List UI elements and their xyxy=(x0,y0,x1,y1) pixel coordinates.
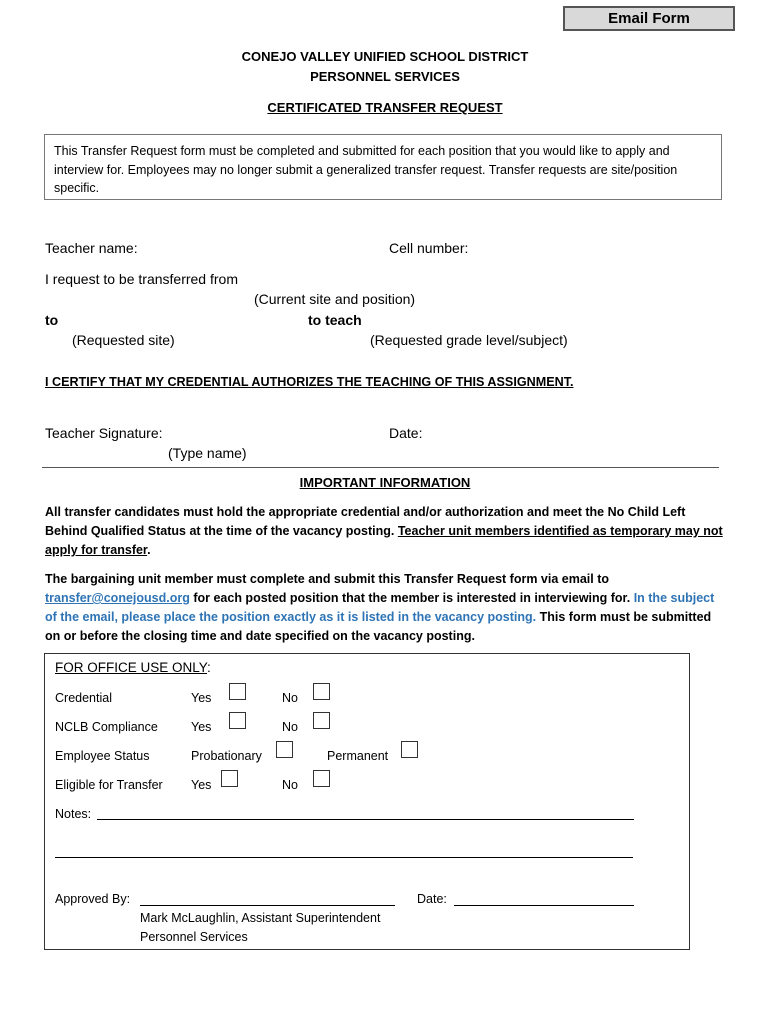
credential-yes-checkbox[interactable] xyxy=(229,683,246,700)
cell-number-label: Cell number: xyxy=(389,240,469,256)
important-heading: IMPORTANT INFORMATION xyxy=(299,475,471,490)
date-field[interactable] xyxy=(428,421,722,441)
date-label: Date: xyxy=(389,425,423,441)
paragraph-2-text: The bargaining unit member must complete and submit this Transfer Request form via email to xyxy=(45,572,609,586)
notes-line-1[interactable] xyxy=(97,819,634,820)
email-form-button[interactable]: Email Form xyxy=(563,6,735,31)
office-heading-text: FOR OFFICE USE ONLY xyxy=(55,660,208,675)
eligible-no-checkbox[interactable] xyxy=(313,770,330,787)
eligible-yes-label: Yes xyxy=(191,778,212,792)
approval-date-line[interactable] xyxy=(454,905,634,906)
approved-by-label: Approved By: xyxy=(55,892,131,906)
nclb-yes-checkbox[interactable] xyxy=(229,712,246,729)
to-teach-label: to teach xyxy=(308,312,362,328)
teacher-signature-label: Teacher Signature: xyxy=(45,425,163,441)
probationary-label: Probationary xyxy=(191,749,262,763)
notice-text: This Transfer Request form must be completed and submitted for each position that you would like to apply and interview for. Employees may no longer submit a generalized transfer request. Transfer requests are site/position specific. xyxy=(54,144,678,195)
to-label: to xyxy=(45,312,59,328)
credential-no-label: No xyxy=(282,691,298,705)
notes-label: Notes: xyxy=(55,807,92,821)
teacher-name-field[interactable] xyxy=(140,236,375,256)
paragraph-2-middle: for each posted position that the member is interested in interviewing for. xyxy=(189,591,634,605)
approval-date-label: Date: xyxy=(417,892,447,906)
approved-by-line[interactable] xyxy=(140,905,395,906)
transfer-from-label: I request to be transferred from xyxy=(45,271,238,287)
paragraph-1-text: All transfer candidates must hold the appropriate credential and/or authorization and meet the No Child Left Behind Qualified Status at the time of the vacancy posting. xyxy=(45,505,686,538)
nclb-no-checkbox[interactable] xyxy=(313,712,330,729)
credential-yes-label: Yes xyxy=(191,691,212,705)
district-name: CONEJO VALLEY UNIFIED SCHOOL DISTRICT xyxy=(241,49,529,64)
teacher-name-label: Teacher name: xyxy=(45,240,138,256)
eligible-label: Eligible for Transfer xyxy=(55,778,163,792)
current-site-hint: (Current site and position) xyxy=(254,291,416,307)
eligible-yes-checkbox[interactable] xyxy=(221,770,238,787)
requested-grade-hint: (Requested grade level/subject) xyxy=(370,332,568,348)
credential-label: Credential xyxy=(55,691,112,705)
permanent-label: Permanent xyxy=(327,749,389,763)
paragraph-1-end: . xyxy=(147,543,151,557)
cell-number-field[interactable] xyxy=(472,236,722,256)
email-link[interactable]: transfer@conejousd.org xyxy=(45,591,190,605)
paragraph-2-subject-instruction: In the subject of the email, please place the position exactly as it is listed in the vacancy posting. xyxy=(45,591,715,624)
important-paragraph-1 xyxy=(45,503,725,560)
teacher-signature-field[interactable] xyxy=(165,421,375,441)
nclb-label: NCLB Compliance xyxy=(55,720,158,734)
eligible-no-label: No xyxy=(282,778,298,792)
employee-status-label: Employee Status xyxy=(55,749,150,763)
office-heading-colon: : xyxy=(207,660,211,675)
paragraph-2-end: This form must be submitted on or before the closing time and date specified on the vacancy posting. xyxy=(45,610,712,643)
certify-statement: I CERTIFY THAT MY CREDENTIAL AUTHORIZES THE TEACHING OF THIS ASSIGNMENT. xyxy=(45,375,574,389)
important-paragraph-2 xyxy=(45,570,725,646)
paragraph-1-underlined: Teacher unit members identified as temporary may not apply for transfer xyxy=(45,524,723,557)
permanent-checkbox[interactable] xyxy=(401,741,418,758)
approver-name: Mark McLaughlin, Assistant Superintendent xyxy=(140,911,381,925)
section-divider xyxy=(42,467,719,468)
nclb-no-label: No xyxy=(282,720,298,734)
current-site-field[interactable] xyxy=(245,267,722,287)
office-use-heading xyxy=(55,660,211,676)
notes-line-2[interactable] xyxy=(55,857,633,858)
requested-grade-field[interactable] xyxy=(365,308,722,328)
type-name-hint: (Type name) xyxy=(168,445,247,461)
department-name: PERSONNEL SERVICES xyxy=(310,69,460,84)
requested-site-hint: (Requested site) xyxy=(72,332,175,348)
approver-department: Personnel Services xyxy=(140,930,248,944)
requested-site-field[interactable] xyxy=(65,308,295,328)
probationary-checkbox[interactable] xyxy=(276,741,293,758)
credential-no-checkbox[interactable] xyxy=(313,683,330,700)
nclb-yes-label: Yes xyxy=(191,720,212,734)
form-title: CERTIFICATED TRANSFER REQUEST xyxy=(267,100,503,115)
